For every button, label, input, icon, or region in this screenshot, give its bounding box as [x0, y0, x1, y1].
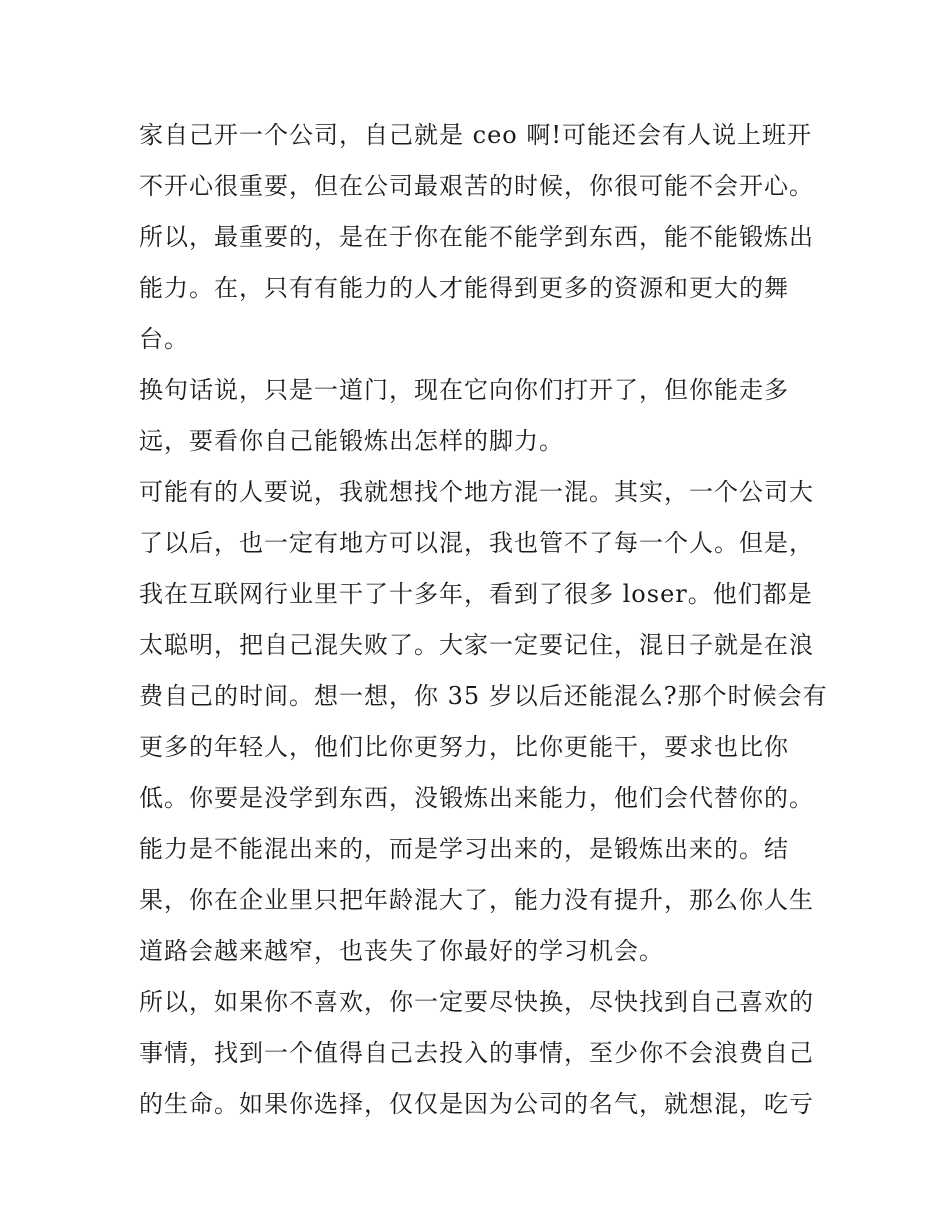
text-line: 远，要看你自己能锻炼出怎样的脚力。: [139, 427, 564, 455]
text-line: 了以后，也一定有地方可以混，我也管不了每一个人。但是，: [139, 529, 814, 557]
text-line: 可能有的人要说，我就想找个地方混一混。其实，一个公司大: [139, 478, 814, 506]
text-line: 换句话说，只是一道门，现在它向你们打开了，但你能走多: [139, 376, 789, 404]
text-line: 能力。在，只有有能力的人才能得到更多的资源和更大的舞: [139, 274, 789, 302]
text-line: 太聪明，把自己混失败了。大家一定要记住，混日子就是在浪: [139, 631, 814, 659]
text-line: 果，你在企业里只把年龄混大了，能力没有提升，那么你人生: [139, 886, 814, 914]
body-text: [139, 110, 828, 1130]
text-line: 不开心很重要，但在公司最艰苦的时候，你很可能不会开心。: [139, 172, 814, 200]
text-line: 所以，最重要的，是在于你在能不能学到东西，能不能锻炼出: [139, 223, 814, 251]
text-line: 费自己的时间。想一想，你 35 岁以后还能混么?那个时候会有: [139, 682, 828, 710]
text-line: 的生命。如果你选择，仅仅是因为公司的名气，就想混，吃亏: [139, 1090, 814, 1118]
text-line: 更多的年轻人，他们比你更努力，比你更能干，要求也比你: [139, 733, 789, 761]
text-line: 事情，找到一个值得自己去投入的事情，至少你不会浪费自己: [139, 1039, 814, 1067]
text-line: 能力是不能混出来的，而是学习出来的，是锻炼出来的。结: [139, 835, 789, 863]
text-line: 家自己开一个公司，自己就是 ceo 啊!可能还会有人说上班开: [139, 121, 812, 149]
text-line: 低。你要是没学到东西，没锻炼出来能力，他们会代替你的。: [139, 784, 814, 812]
text-line: 台。: [139, 325, 189, 353]
text-line: 道路会越来越窄，也丧失了你最好的学习机会。: [139, 937, 664, 965]
text-line: 我在互联网行业里干了十多年，看到了很多 loser。他们都是: [139, 580, 813, 608]
text-line: 所以，如果你不喜欢，你一定要尽快换，尽快找到自己喜欢的: [139, 988, 814, 1016]
